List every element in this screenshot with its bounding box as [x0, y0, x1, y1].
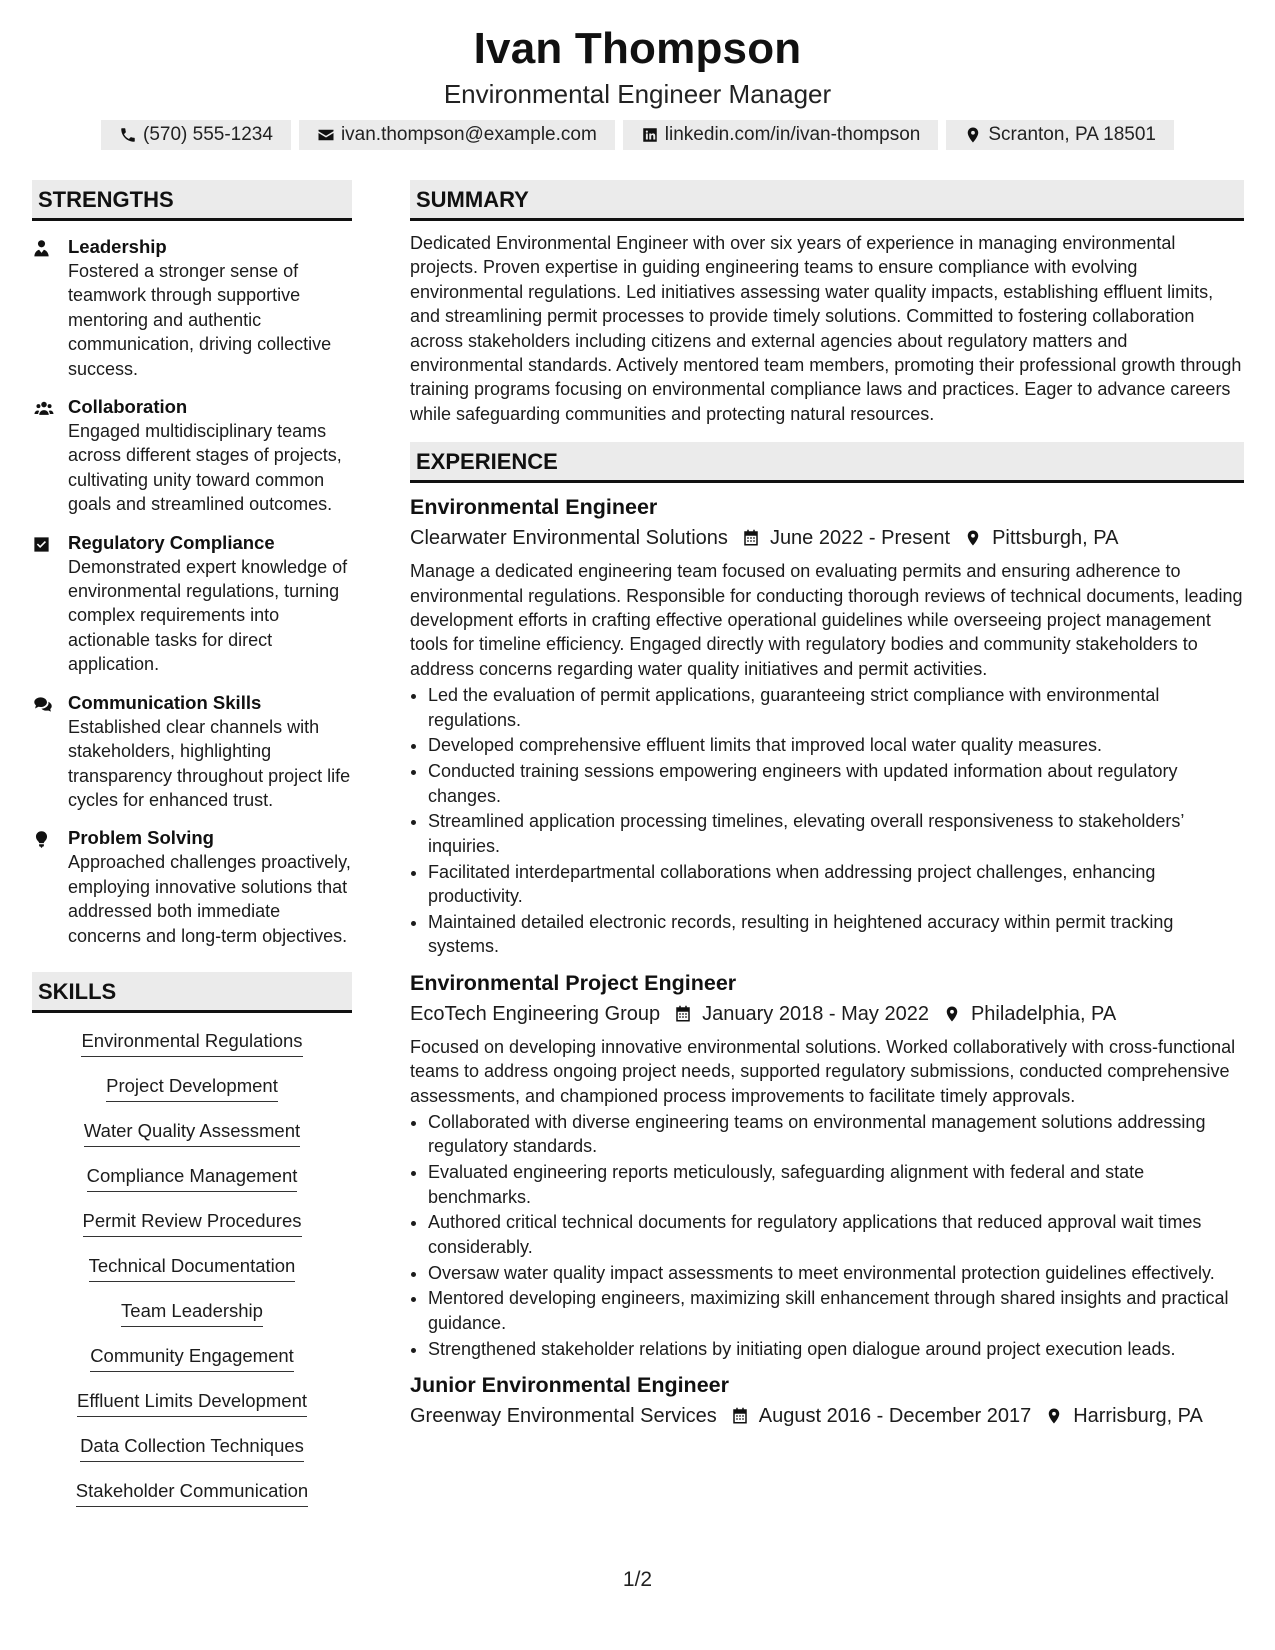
contact-email[interactable] — [299, 120, 615, 150]
job-bullets — [410, 683, 1244, 958]
users-icon — [32, 399, 56, 418]
bullet-item: • Developed comprehensive effluent limits that improved local water quality measures. — [428, 733, 1244, 757]
strength-item — [32, 691, 352, 813]
phone-icon — [119, 126, 137, 144]
strength-name: Problem Solving — [68, 827, 214, 849]
job-dates: January 2018 - May 2022 — [702, 1002, 929, 1025]
candidate-title: Environmental Engineer Manager — [443, 79, 832, 109]
check-square-icon — [32, 535, 51, 554]
job-title: Junior Environmental Engineer — [410, 1372, 729, 1397]
strength-desc: Engaged multidisciplinary teams across different stages of projects, cultivating unity toward common goals and streamlined outcomes. — [68, 421, 342, 515]
bullet-item: • Streamlined application processing timelines, elevating overall responsiveness to stakeholders’ inquiries. — [428, 809, 1244, 858]
strength-item — [32, 826, 352, 948]
map-pin-icon — [1045, 1407, 1063, 1425]
skill-tag: Community Engagement — [90, 1344, 294, 1372]
skill-tag: Environmental Regulations — [81, 1029, 302, 1057]
bullet-item: • Collaborated with diverse engineering teams on environmental management solutions addressing regulatory standards. — [428, 1110, 1244, 1159]
job-description: Manage a dedicated engineering team focused on evaluating permits and ensuring adherence to environmental regulations. Responsible for conducting thorough reviews of technical documents, leading development efforts in crafting effective operational guidelines while overseeing project management tools for timeline efficiency. Engaged directly with regulatory bodies and community stakeholders to address concerns regarding water quality initiatives and permit activities. — [410, 561, 1243, 679]
strength-item — [32, 531, 352, 677]
left-column — [32, 180, 352, 1524]
contact-location — [946, 120, 1174, 150]
contact-phone[interactable] — [101, 120, 291, 150]
skill-tag: Water Quality Assessment — [84, 1119, 300, 1147]
envelope-icon — [317, 126, 335, 144]
map-pin-icon — [964, 529, 982, 547]
skill-tag: Compliance Management — [87, 1164, 298, 1192]
contact-location-text: Scranton, PA 18501 — [988, 124, 1156, 145]
skill-tag: Data Collection Techniques — [80, 1434, 304, 1462]
strength-desc: Approached challenges proactively, employing innovative solutions that addressed both immediate concerns and long-term objectives. — [68, 852, 351, 946]
job-entry — [410, 493, 1244, 958]
contact-linkedin[interactable] — [623, 120, 939, 150]
bullet-item: • Maintained detailed electronic records, resulting in heightened accuracy within permit tracking systems. — [428, 910, 1244, 959]
bullet-item: • Facilitated interdepartmental collaborations when addressing project challenges, enhancing productivity. — [428, 860, 1244, 909]
skills-list — [32, 1029, 352, 1524]
page-number: 1/2 — [622, 1568, 653, 1591]
right-column — [410, 180, 1244, 1431]
summary-text: Dedicated Environmental Engineer with over six years of experience in managing environmental projects. Proven expertise in guiding engineering teams to ensure compliance with evolving environmental regulations. Led initiatives assessing water quality impacts, establishing effluent limits, and streamlining permit processes to provide timely solutions. Committed to fostering collaboration across stakeholders including citizens and external agencies about regulatory matters and environmental standards. Actively mentored team members, promoting their professional growth through training programs focusing on environmental compliance laws and practices. Eager to advance careers while safeguarding communities and protecting natural resources. — [410, 233, 1242, 424]
job-title: Environmental Project Engineer — [410, 970, 737, 995]
job-location: Philadelphia, PA — [970, 1002, 1117, 1025]
strength-desc: Established clear channels with stakeholders, highlighting transparency throughout project life cycles for enhanced trust. — [68, 716, 351, 810]
job-company: EcoTech Engineering Group — [410, 1002, 661, 1025]
strength-name: Communication Skills — [68, 691, 262, 713]
linkedin-icon — [641, 126, 659, 144]
comments-icon — [32, 695, 54, 714]
strength-desc: Demonstrated expert knowledge of environmental regulations, turning complex requirements into actionable tasks for direct application. — [68, 556, 348, 675]
strength-name: Regulatory Compliance — [68, 531, 275, 553]
job-entry — [410, 969, 1244, 1361]
contact-bar — [0, 120, 1275, 150]
job-company: Greenway Environmental Services — [410, 1404, 717, 1427]
job-entry — [410, 1371, 1244, 1431]
bullet-item: • Strengthened stakeholder relations by initiating open dialogue around project execution leads. — [428, 1337, 1244, 1361]
strength-desc: Fostered a stronger sense of teamwork through supportive mentoring and authentic communication, driving collective success. — [68, 261, 332, 379]
map-pin-icon — [943, 1005, 961, 1023]
strength-name: Leadership — [68, 236, 167, 257]
lightbulb-icon — [32, 830, 51, 849]
strength-item — [32, 235, 352, 381]
contact-email-text: ivan.thompson@example.com — [340, 124, 597, 145]
job-meta — [410, 523, 1244, 553]
skill-tag: Team Leadership — [121, 1299, 263, 1327]
skill-tag: Permit Review Procedures — [83, 1209, 302, 1237]
skill-tag: Technical Documentation — [89, 1254, 296, 1282]
strength-item — [32, 395, 352, 517]
experience-heading: EXPERIENCE — [410, 442, 1244, 483]
strength-name: Collaboration — [68, 396, 188, 418]
summary-heading: SUMMARY — [410, 180, 1244, 221]
job-dates: June 2022 - Present — [769, 527, 951, 550]
job-location: Harrisburg, PA — [1073, 1404, 1203, 1427]
candidate-name: Ivan Thompson — [473, 24, 802, 73]
job-dates: August 2016 - December 2017 — [758, 1404, 1032, 1427]
user-tie-icon — [32, 239, 51, 258]
job-location: Pittsburgh, PA — [992, 527, 1119, 550]
bullet-item: • Authored critical technical documents for regulatory applications that reduced approval wait times considerably. — [428, 1210, 1244, 1259]
strengths-heading: STRENGTHS — [32, 180, 352, 221]
calendar-icon — [674, 1005, 692, 1023]
resume-header — [0, 0, 1275, 150]
map-pin-icon — [964, 126, 982, 144]
bullet-item: • Conducted training sessions empowering engineers with updated information about regulatory changes. — [428, 759, 1244, 808]
job-meta — [410, 1401, 1244, 1431]
job-title: Environmental Engineer — [410, 495, 658, 520]
bullet-item: • Mentored developing engineers, maximizing skill enhancement through shared insights and practical guidance. — [428, 1286, 1244, 1335]
job-company: Clearwater Environmental Solutions — [410, 527, 728, 550]
strengths-list — [32, 235, 352, 948]
contact-phone-text: (570) 555-1234 — [143, 124, 273, 145]
contact-linkedin-text: linkedin.com/in/ivan-thompson — [664, 124, 921, 145]
bullet-item: • Evaluated engineering reports meticulously, safeguarding alignment with federal and state benchmarks. — [428, 1160, 1244, 1209]
skills-heading: SKILLS — [32, 972, 352, 1013]
bullet-item: • Oversaw water quality impact assessments to meet environmental protection guidelines effectively. — [428, 1261, 1244, 1285]
skill-tag: Project Development — [106, 1074, 278, 1102]
job-description: Focused on developing innovative environmental solutions. Worked collaboratively with cross-functional teams to address ongoing project needs, supported regulatory submissions, conducted comprehensive assessments, and championed process improvements to facilitate timely approvals. — [410, 1036, 1236, 1106]
skill-tag: Stakeholder Communication — [76, 1479, 308, 1507]
job-bullets — [410, 1110, 1244, 1361]
bullet-item: • Led the evaluation of permit applications, guaranteeing strict compliance with environmental regulations. — [428, 683, 1244, 732]
calendar-icon — [731, 1407, 749, 1425]
skill-tag: Effluent Limits Development — [77, 1389, 307, 1417]
calendar-icon — [742, 529, 760, 547]
job-meta — [410, 999, 1244, 1029]
